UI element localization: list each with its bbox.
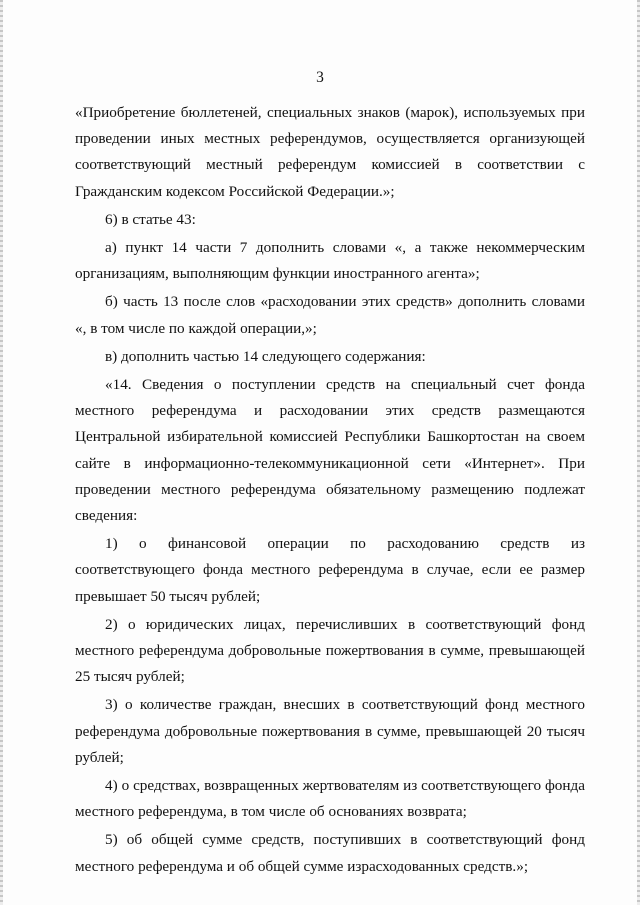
scan-edge-left (0, 0, 3, 905)
paragraph-list-3: 3) о количестве граждан, внесших в соответствующий фонд местного референдума добровольные пожертвования в сумме, превышающей 20 тысяч рублей; (75, 696, 585, 766)
paragraph-list-1: 1) о финансовой операции по расходованию средств из соответствующего фонда местного референдума в случае, если ее размер превышает 50 тысяч рублей; (75, 535, 585, 605)
paragraph-item-a: а) пункт 14 части 7 дополнить словами «, а также некоммерческим организациям, выполняющим функции иностранного агента»; (75, 239, 585, 283)
paragraph-article-43: 6) в статье 43: (105, 210, 196, 228)
paragraph-purchase-ballots: «Приобретение бюллетеней, специальных знаков (марок), используемых при проведении иных местных референдумов, осуществляется организующей соответствующий местный референдум комиссией в соответствии с Гражданским кодексом Российской Федерации.»; (75, 104, 585, 200)
paragraph-item-b: б) часть 13 после слов «расходовании этих средств» дополнить словами «, в том числе по каждой операции,»; (75, 293, 585, 337)
paragraph-list-5: 5) об общей сумме средств, поступивших в соответствующий фонд местного референдума и об общей сумме израсходованных средств.»; (75, 831, 585, 875)
paragraph-list-4: 4) о средствах, возвращенных жертвователям из соответствующего фонда местного референдума, в том числе об основаниях возврата; (75, 777, 585, 821)
paragraph-list-2: 2) о юридических лицах, перечисливших в соответствующий фонд местного референдума добровольные пожертвования в сумме, превышающей 25 тысяч рублей; (75, 615, 585, 686)
paragraph-item-v: в) дополнить частью 14 следующего содержания: (105, 347, 426, 365)
page-number: 3 (316, 69, 324, 86)
paragraph-part-14: «14. Сведения о поступлении средств на специальный счет фонда местного референдума и расходовании этих средств размещаются Центральной избирательной комиссией Республики Башкортостан на своем сайте в информационно-телекоммуникационной сети «Интернет». При проведении местного референдума обязательному размещению подлежат сведения: (75, 376, 585, 525)
document-body (75, 100, 585, 880)
